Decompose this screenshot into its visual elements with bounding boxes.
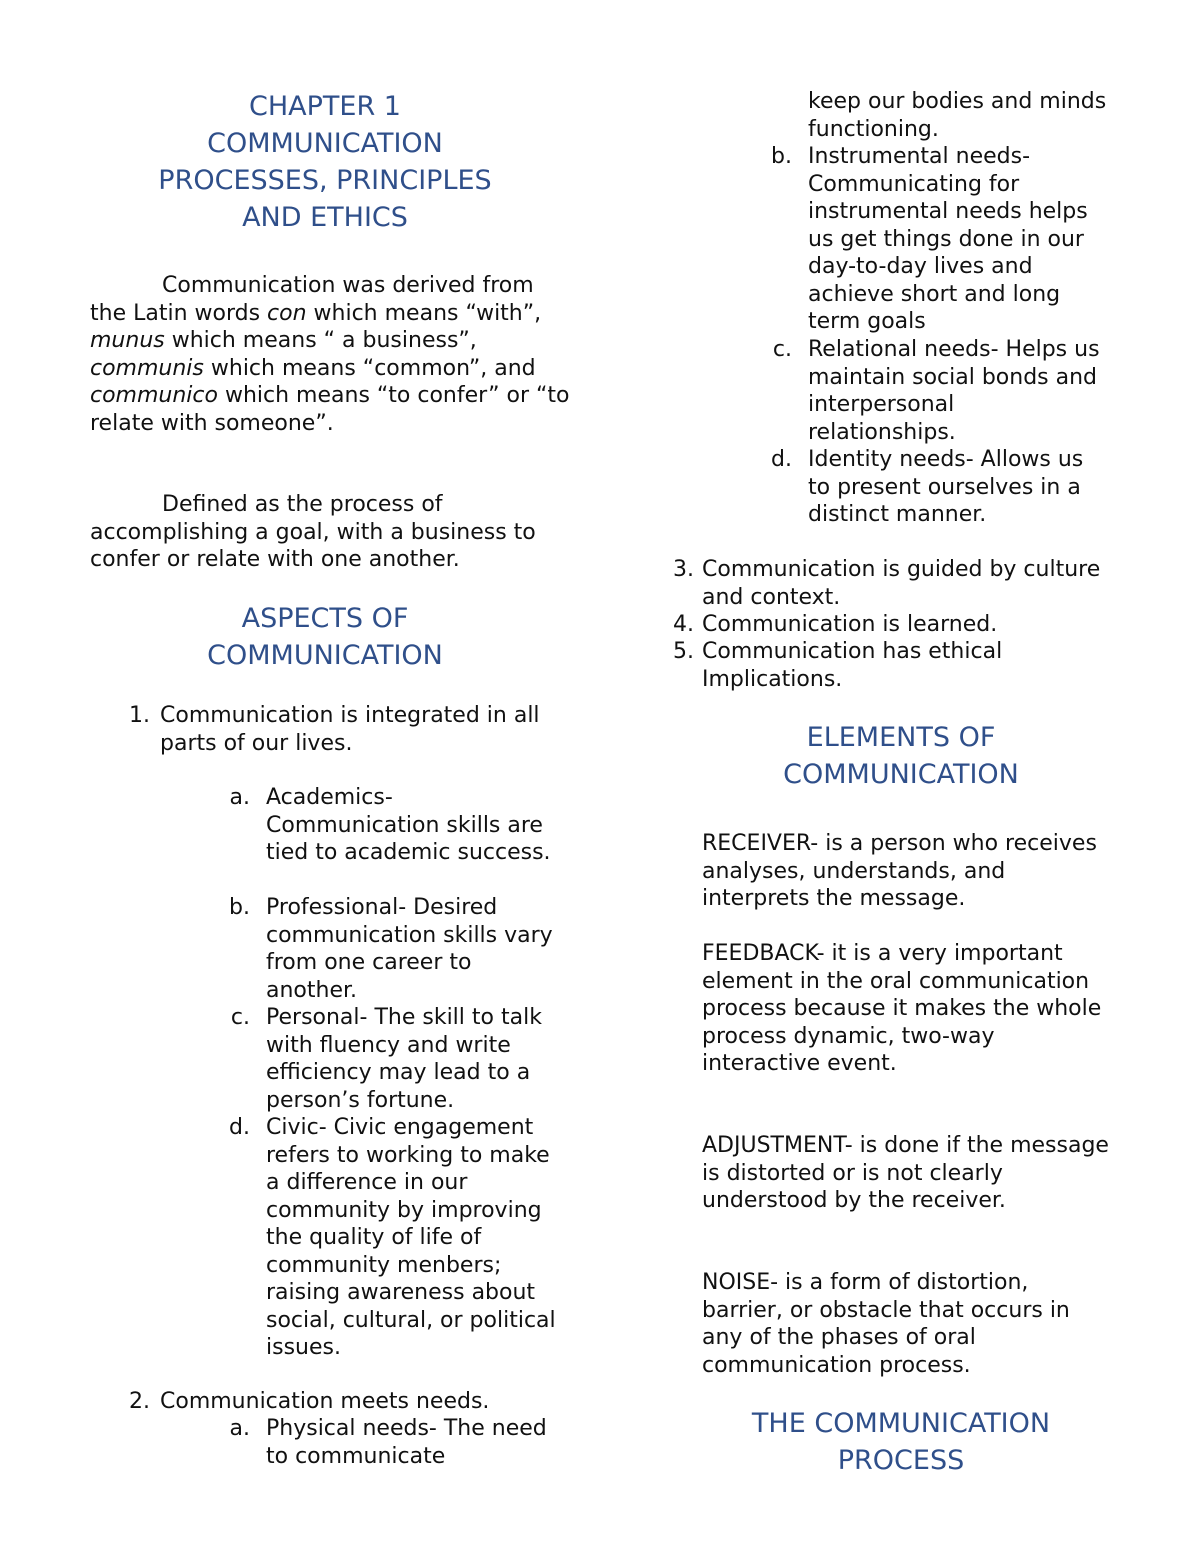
element-feedback: FEEDBACK- it is a very important element in the oral communication process because it makes the whole process dynamic, two-way interactive event. (702, 941, 1102, 1076)
chapter-title-line: CHAPTER 1 (249, 91, 401, 122)
chapter-title-line: COMMUNICATION (207, 128, 443, 159)
chapter-title-line: AND ETHICS (242, 202, 408, 233)
element-noise: NOISE- is a form of distortion, barrier, or obstacle that occurs in any of the phases of oral communication process. (702, 1270, 1070, 1378)
intro-paragraph-etymology: Communication was derived from the Latin words con which means “with”, munus which means “ a business”, communis which means “common”, and communico which means “to confer” or “to relate with someone”. (90, 273, 570, 436)
elements-heading: ELEMENTS OF COMMUNICATION (783, 722, 1019, 790)
element-receiver: RECEIVER- is a person who receives analyses, understands, and interprets the message. (702, 831, 1097, 911)
chapter-title (90, 88, 560, 236)
document-page: CHAPTER 1 COMMUNICATION PROCESSES, PRINCIPLES AND ETHICS Communication was derived from the Latin words con which means “with”, munus which means “ a business”, communis which means “common”, and communico which means “to confer” or “to relate with someone”. Defined as the process of accomplishing a goal, with a business to confer or relate with one another. ASPECTS OF COMMUNICATION 1. Communication is integrated in all parts of our lives. a. Academics- Communication skills are tied to academic success. b. Professional- Desired communication skills vary from one career to another. c. Personal- The skill to talk with fluency and write efficiency may lead to a person’s fortune. d. Civic- Civic engagement refers to working to make a difference in our community by improving the quality of life of community menbers; raising awareness about social, cultural, or political issues. 2. Communication meets needs. a. Physical needs- The need to communicate keep our bodies and minds functioning. b. Instrumental needs- Communicating for instrumental needs helps us get things done in our day-to-day lives and achieve short and long term goals c. Relational needs- Helps us maintain social bonds and interpersonal relationships. d. Identity needs- Allows us to present ourselves in a distinct manner. 3. Communication is guided by culture and context. 4. Communication is learned. 5. Communication has ethical Implications. ELEMENTS OF COMMUNICATION RECEIVER- is a person who receives analyses, understands, and interprets the message. FEEDBACK- it is a very important element in the oral communication process because it makes the whole process dynamic, two-way interactive event. ADJUSTMENT- is done if the message is distorted or is not clearly understood by the receiver. NOISE- is a form of distortion, barrier, or obstacle that occurs in any of the phases of oral communication process. THE COMMUNICATION PROCESS (0, 0, 1200, 1553)
aspects-heading: ASPECTS OF COMMUNICATION (207, 603, 443, 671)
process-heading: THE COMMUNICATION PROCESS (751, 1408, 1051, 1476)
chapter-title-line: PROCESSES, PRINCIPLES (158, 165, 492, 196)
element-adjustment: ADJUSTMENT- is done if the message is distorted or is not clearly understood by the receiver. (702, 1133, 1109, 1213)
intro-paragraph-definition: Defined as the process of accomplishing a goal, with a business to confer or relate with one another. (90, 492, 536, 572)
